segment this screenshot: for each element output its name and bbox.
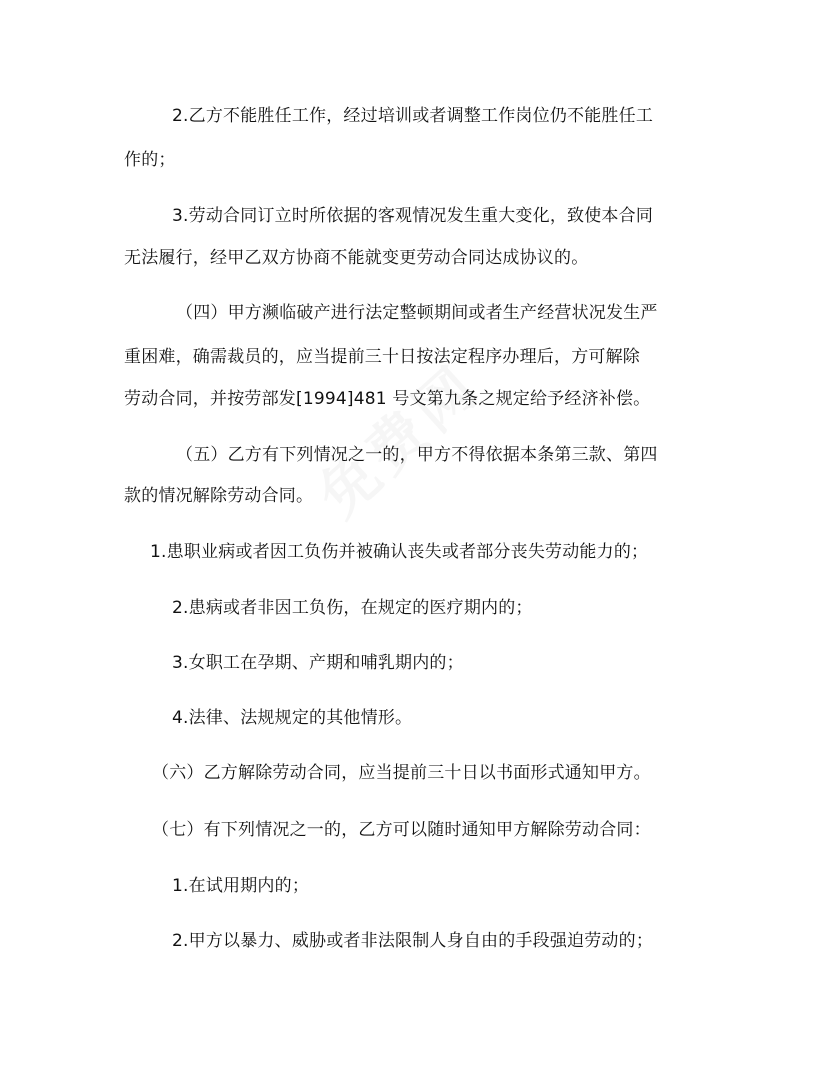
text-line: 无法履行，经甲乙双方协商不能就变更劳动合同达成协议的。 (124, 248, 589, 268)
text-line: 重困难，确需裁员的，应当提前三十日按法定程序办理后，方可解除 (124, 347, 640, 367)
text-line: （六）乙方解除劳动合同，应当提前三十日以书面形式通知甲方。 (152, 763, 651, 783)
text-line: 2.患病或者非因工负伤，在规定的医疗期内的； (172, 598, 533, 618)
text-line: 3.女职工在孕期、产期和哺乳期内的； (172, 653, 464, 673)
text-line: 1.患职业病或者因工负伤并被确认丧失或者部分丧失劳动能力的； (150, 542, 649, 562)
text-line: （七）有下列情况之一的，乙方可以随时通知甲方解除劳动合同： (152, 820, 651, 840)
text-line: 款的情况解除劳动合同。 (124, 486, 314, 506)
text-line: 3.劳动合同订立时所依据的客观情况发生重大变化，致使本合同 (172, 206, 654, 226)
text-line: 2.甲方以暴力、威胁或者非法限制人身自由的手段强迫劳动的； (172, 931, 654, 951)
text-line: 4.法律、法规规定的其他情形。 (172, 708, 413, 728)
watermark (297, 342, 496, 533)
text-line: （四）甲方濒临破产进行法定整顿期间或者生产经营状况发生严 (176, 303, 658, 323)
text-line: 1.在试用期内的； (172, 876, 310, 896)
text-line: 2.乙方不能胜任工作，经过培训或者调整工作岗位仍不能胜任工 (172, 106, 654, 126)
text-line: （五）乙方有下列情况之一的，甲方不得依据本条第三款、第四 (176, 445, 658, 465)
text-line: 作的； (124, 150, 176, 170)
text-line: 劳动合同，并按劳部发[1994]481 号文第九条之规定给予经济补偿。 (124, 389, 651, 409)
